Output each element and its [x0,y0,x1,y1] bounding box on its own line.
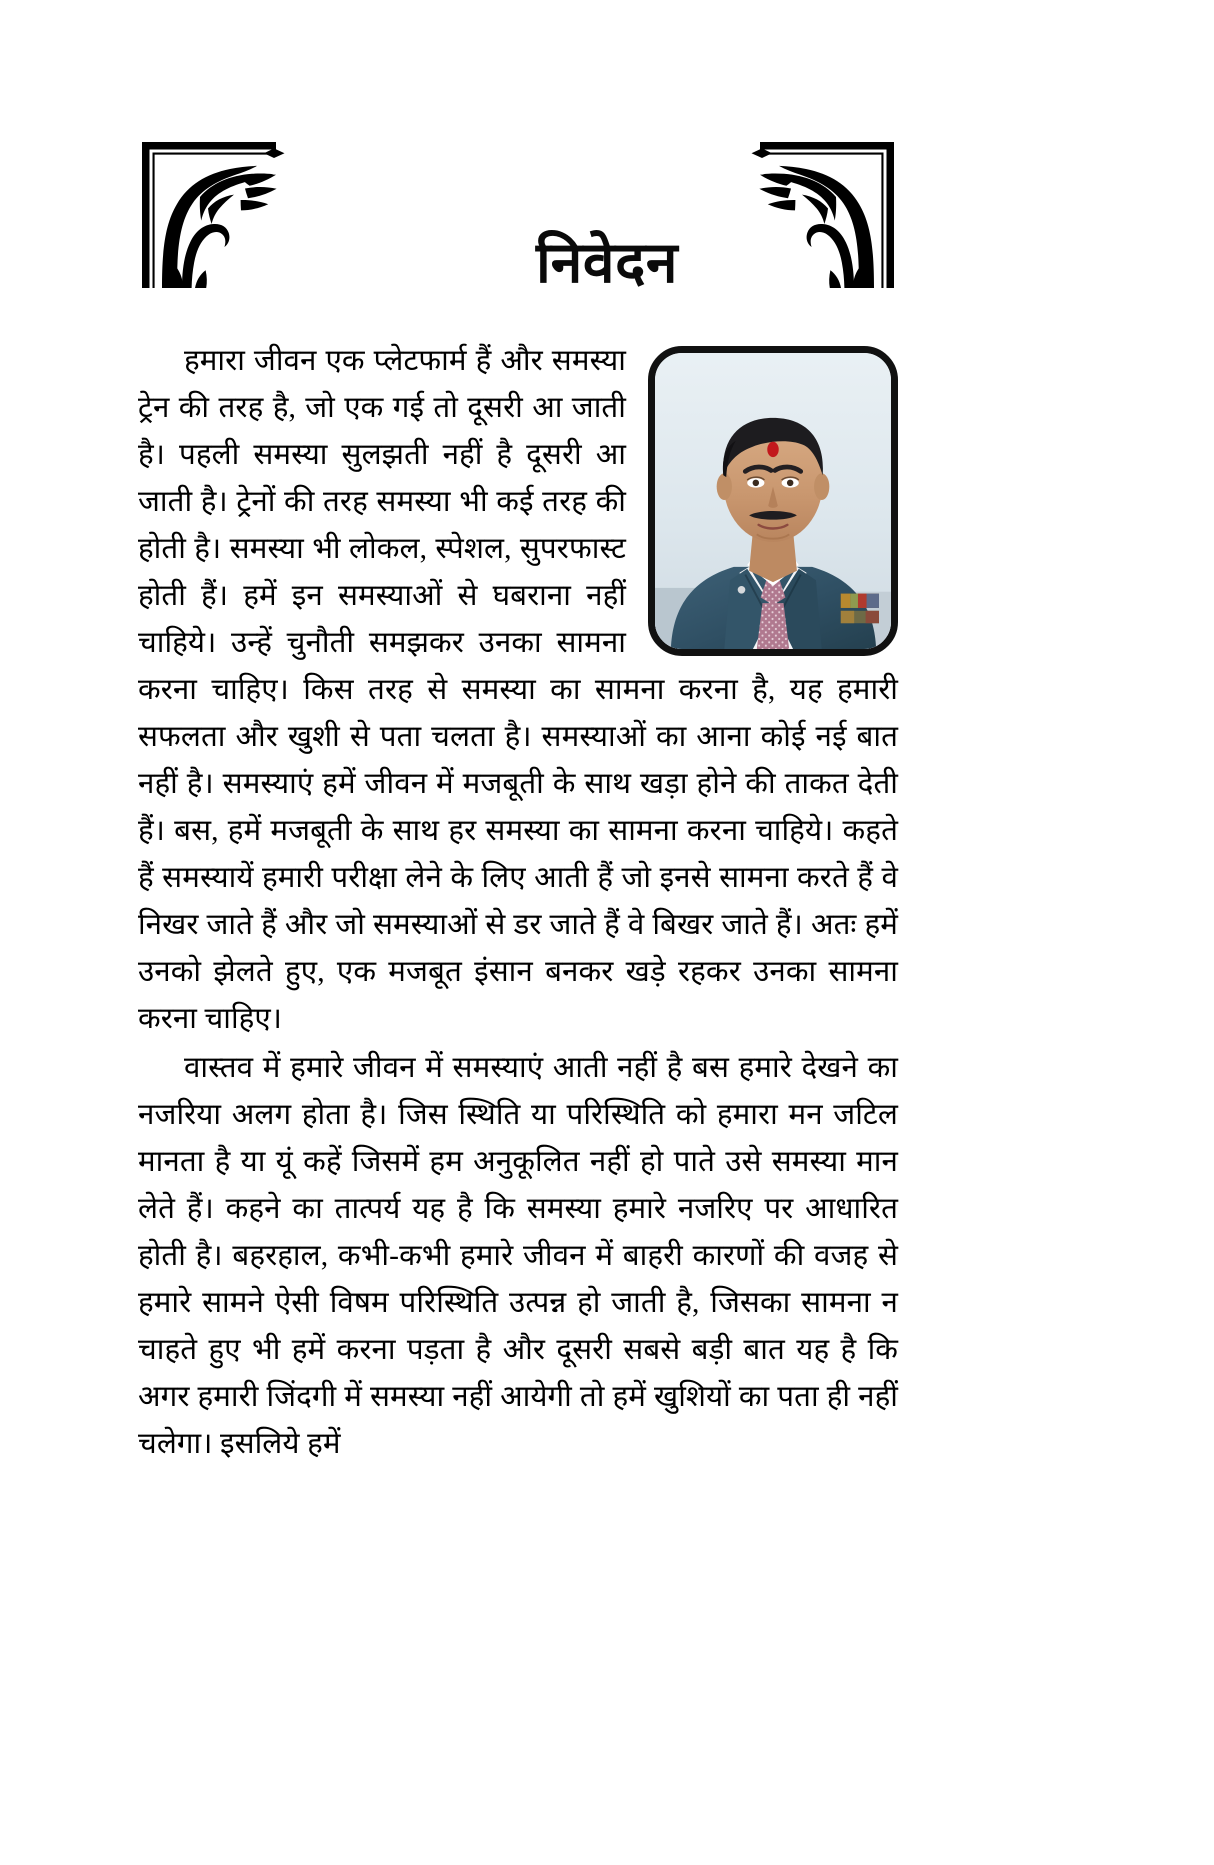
author-portrait-photo [648,346,898,656]
body-text-area [138,338,898,1468]
page-header [0,138,1214,338]
paragraph: वास्तव में हमारे जीवन में समस्याएं आती नहीं है बस हमारे देखने का नजरिया अलग होता है। जिस स्थिति या परिस्थिति को हमारा मन जटिल मानता है या यूं कहें जिसमें हम अनुकूलित नहीं हो पाते उसे समस्या मान लेते हैं। कहने का तात्पर्य यह है कि समस्या हमारे नजरिए पर आधारित होती है। बहरहाल, कभी-कभी हमारे जीवन में बाहरी कारणों की वजह से हमारे सामने ऐसी विषम परिस्थिति उत्पन्न हो जाती है, जिसका सामना न चाहते हुए भी हमें करना पड़ता है और दूसरी सबसे बड़ी बात यह है कि अगर हमारी जिंदगी में समस्या नहीं आयेगी तो हमें खुशियों का पता ही नहीं चलेगा। इसलिये हमें [138,1052,898,1460]
paragraph: हमारा जीवन एक प्लेटफार्म हैं और समस्या ट्रेन की तरह है, जो एक गई तो दूसरी आ जाती है। पहली समस्या सुलझती नहीं है दूसरी आ जाती है। ट्रेनों की तरह समस्या भी कई तरह की होती है। समस्या भी लोकल, स्पेशल, सुपरफास्ट होती हैं। हमें इन समस्याओं से घबराना नहीं चाहिये। उन्हें चुनौती समझकर उनका सामना करना चाहिए। किस तरह से समस्या का सामना करना है, यह हमारी सफलता और खुशी से पता चलता है। समस्याओं का आना कोई नई बात नहीं है। समस्याएं हमें जीवन में मजबूती के साथ खड़ा होने की ताकत देती हैं। बस, हमें मजबूती के साथ हर समस्या का सामना करना चाहिये। कहते हैं समस्यायें हमारी परीक्षा लेने के लिए आती हैं जो इनसे सामना करते हैं वे निखर जाते हैं और जो समस्याओं से डर जाते हैं वे बिखर जाते हैं। अतः हमें उनको झेलते हुए, एक मजबूत इंसान बनकर खड़े रहकर उनका सामना करना चाहिए। [138,345,898,1035]
page-title: निवेदन [536,232,678,296]
